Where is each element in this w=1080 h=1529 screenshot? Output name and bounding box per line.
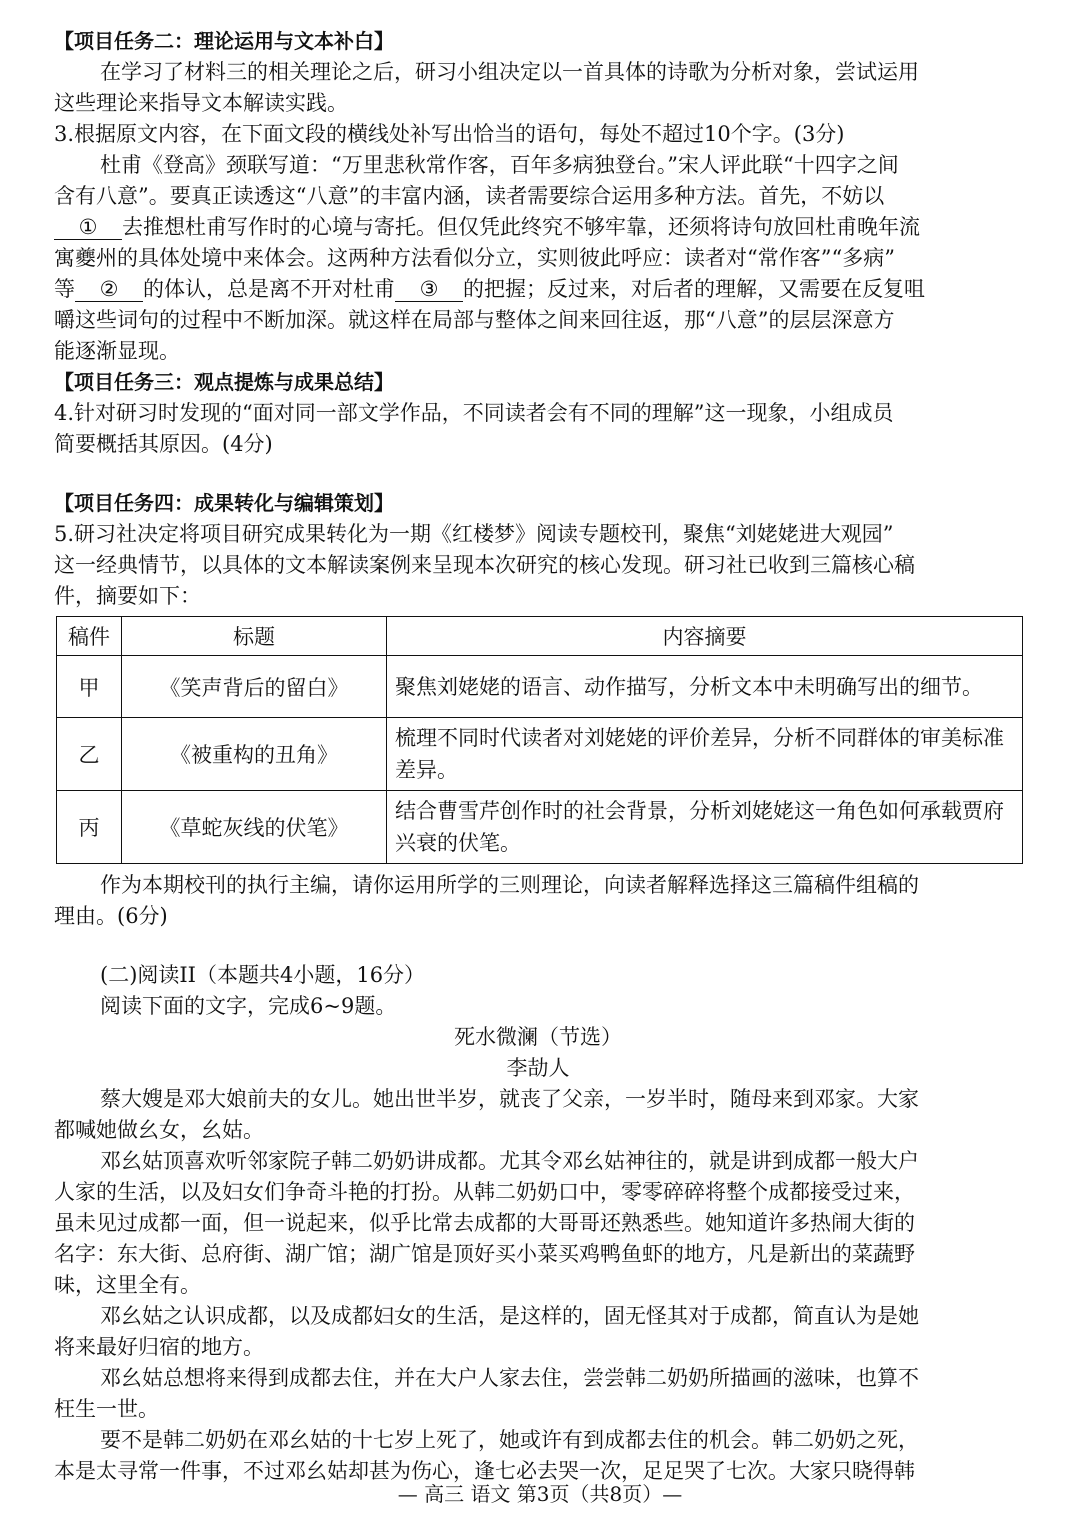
- poem-passage-line-3-text: 去推想杜甫写作时的心境与寄托。但仅凭此终究不够牢靠，还须将诗句放回杜甫晚年流: [122, 215, 920, 239]
- section-gap: [54, 932, 1022, 960]
- table-row: [57, 791, 1023, 864]
- task2-intro-line-1: 在学习了材料三的相关理论之后，研习小组决定以一首具体的诗歌为分析对象，尝试运用: [100, 60, 919, 84]
- draft-title: 《草蛇灰线的伏笔》: [122, 791, 387, 864]
- passage-author: 李劼人: [506, 1056, 570, 1080]
- task4-heading: 【项目任务四：成果转化与编辑策划】: [54, 491, 394, 515]
- poem-passage-line-5: [54, 274, 1022, 305]
- draft-title: 《被重构的丑角》: [122, 718, 387, 791]
- answer-space: [54, 460, 1022, 488]
- question-5-line-2: 这一经典情节，以具体的文本解读案例来呈现本次研究的核心发现。研习社已收到三篇核心稿: [54, 553, 915, 577]
- passage-line: 虽未见过成都一面，但一说起来，似乎比常去成都的大哥哥还熟悉些。她知道许多热闹大街的: [54, 1211, 915, 1235]
- draft-summary: 聚焦刘姥姥的语言、动作描写，分析文本中未明确写出的细节。: [387, 656, 1023, 718]
- question-5-after-line-1: 作为本期校刊的执行主编，请你运用所学的三则理论，向读者解释选择这三篇稿件组稿的: [100, 873, 919, 897]
- passage-line: 邓幺姑总想将来得到成都去住，并在大户人家去住，尝尝韩二奶奶所描画的滋味，也算不: [100, 1366, 919, 1390]
- passage-line: 要不是韩二奶奶在邓幺姑的十七岁上死了，她或许有到成都去住的机会。韩二奶奶之死，: [100, 1428, 919, 1452]
- reading2-instruction: 阅读下面的文字，完成6~9题。: [100, 994, 397, 1018]
- poem-passage-line-3: [54, 212, 1022, 243]
- passage-line: 邓幺姑顶喜欢听邻家院子韩二奶奶讲成都。尤其令邓幺姑神往的，就是讲到成都一般大户: [100, 1149, 919, 1173]
- poem-passage-line-5-c: 的把握；反过来，对后者的理解，又需要在反复咀: [463, 277, 925, 301]
- header-draft: 稿件: [57, 617, 122, 656]
- header-title: 标题: [122, 617, 387, 656]
- draft-summary: 结合曹雪芹创作时的社会背景，分析刘姥姥这一角色如何承载贾府兴衰的伏笔。: [387, 791, 1023, 864]
- poem-passage-line-5-b: 的体认，总是离不开对杜甫: [143, 277, 395, 301]
- poem-passage-line-2: 含有八意”。要真正读透这“八意”的丰富内涵，读者需要综合运用多种方法。首先，不妨以: [54, 184, 885, 208]
- poem-passage-line-4: 寓夔州的具体处境中来体会。这两种方法看似分立，实则彼此呼应：读者对“常作客”“多病”: [54, 246, 895, 270]
- table-row: [57, 656, 1023, 718]
- question-3: 3.根据原文内容，在下面文段的横线处补写出恰当的语句，每处不超过10个字。(3分): [54, 122, 845, 146]
- blank-1: ①: [54, 215, 122, 240]
- question-5-line-1: 5.研习社决定将项目研究成果转化为一期《红楼梦》阅读专题校刊，聚焦“刘姥姥进大观园”: [54, 522, 894, 546]
- passage-line: 味，这里全有。: [54, 1273, 201, 1297]
- reading2-heading: (二)阅读II（本题共4小题，16分）: [100, 963, 426, 987]
- poem-passage-line-7: 能逐渐显现。: [54, 339, 180, 363]
- task2-intro-line-2: 这些理论来指导文本解读实践。: [54, 91, 348, 115]
- table-row: [57, 718, 1023, 791]
- question-5-after-line-2: 理由。(6分): [54, 904, 168, 928]
- blank-2: ②: [75, 277, 143, 302]
- page-footer: — 高三 语文 第3页（共8页）—: [397, 1482, 683, 1506]
- passage-line: 邓幺姑之认识成都，以及成都妇女的生活，是这样的，固无怪其对于成都，简直认为是她: [100, 1304, 919, 1328]
- passage-line: 名字：东大街、总府街、湖广馆；湖广馆是顶好买小菜买鸡鸭鱼虾的地方，凡是新出的菜蔬野: [54, 1242, 915, 1266]
- passage-line: 将来最好归宿的地方。: [54, 1335, 264, 1359]
- poem-passage-line-6: 嚼这些词句的过程中不断加深。就这样在局部与整体之间来回往返，那“八意”的层层深意方: [54, 308, 895, 332]
- drafts-table: [56, 616, 1023, 864]
- blank-3: ③: [395, 277, 463, 302]
- header-summary: 内容摘要: [387, 617, 1023, 656]
- passage-line: 人家的生活，以及妇女们争奇斗艳的打扮。从韩二奶奶口中，零零碎碎将整个成都接受过来，: [54, 1180, 915, 1204]
- question-4-line-2: 简要概括其原因。(4分): [54, 432, 273, 456]
- draft-summary: 梳理不同时代读者对刘姥姥的评价差异，分析不同群体的审美标准差异。: [387, 718, 1023, 791]
- passage-line: 枉生一世。: [54, 1397, 159, 1421]
- passage-title: 死水微澜（节选）: [454, 1025, 622, 1049]
- task2-heading: 【项目任务二：理论运用与文本补白】: [54, 29, 394, 53]
- draft-title: 《笑声背后的留白》: [122, 656, 387, 718]
- passage-line: 都喊她做幺女，幺姑。: [54, 1118, 264, 1142]
- poem-passage-line-1: 杜甫《登高》颈联写道：“万里悲秋常作客，百年多病独登台。”宋人评此联“十四字之间: [100, 153, 899, 177]
- draft-id: 乙: [57, 718, 122, 791]
- passage-line: 蔡大嫂是邓大娘前夫的女儿。她出世半岁，就丧了父亲，一岁半时，随母来到邓家。大家: [100, 1087, 919, 1111]
- draft-id: 丙: [57, 791, 122, 864]
- poem-passage-line-5-a: 等: [54, 277, 75, 301]
- task3-heading: 【项目任务三：观点提炼与成果总结】: [54, 370, 394, 394]
- question-4-line-1: 4.针对研习时发现的“面对同一部文学作品，不同读者会有不同的理解”这一现象，小组成员: [54, 401, 894, 425]
- passage-line: 本是太寻常一件事，不过邓幺姑却甚为伤心，逢七必去哭一次，足足哭了七次。大家只晓得韩: [54, 1459, 915, 1483]
- table-header-row: [57, 617, 1023, 656]
- draft-id: 甲: [57, 656, 122, 718]
- question-5-line-3: 件，摘要如下：: [54, 584, 201, 608]
